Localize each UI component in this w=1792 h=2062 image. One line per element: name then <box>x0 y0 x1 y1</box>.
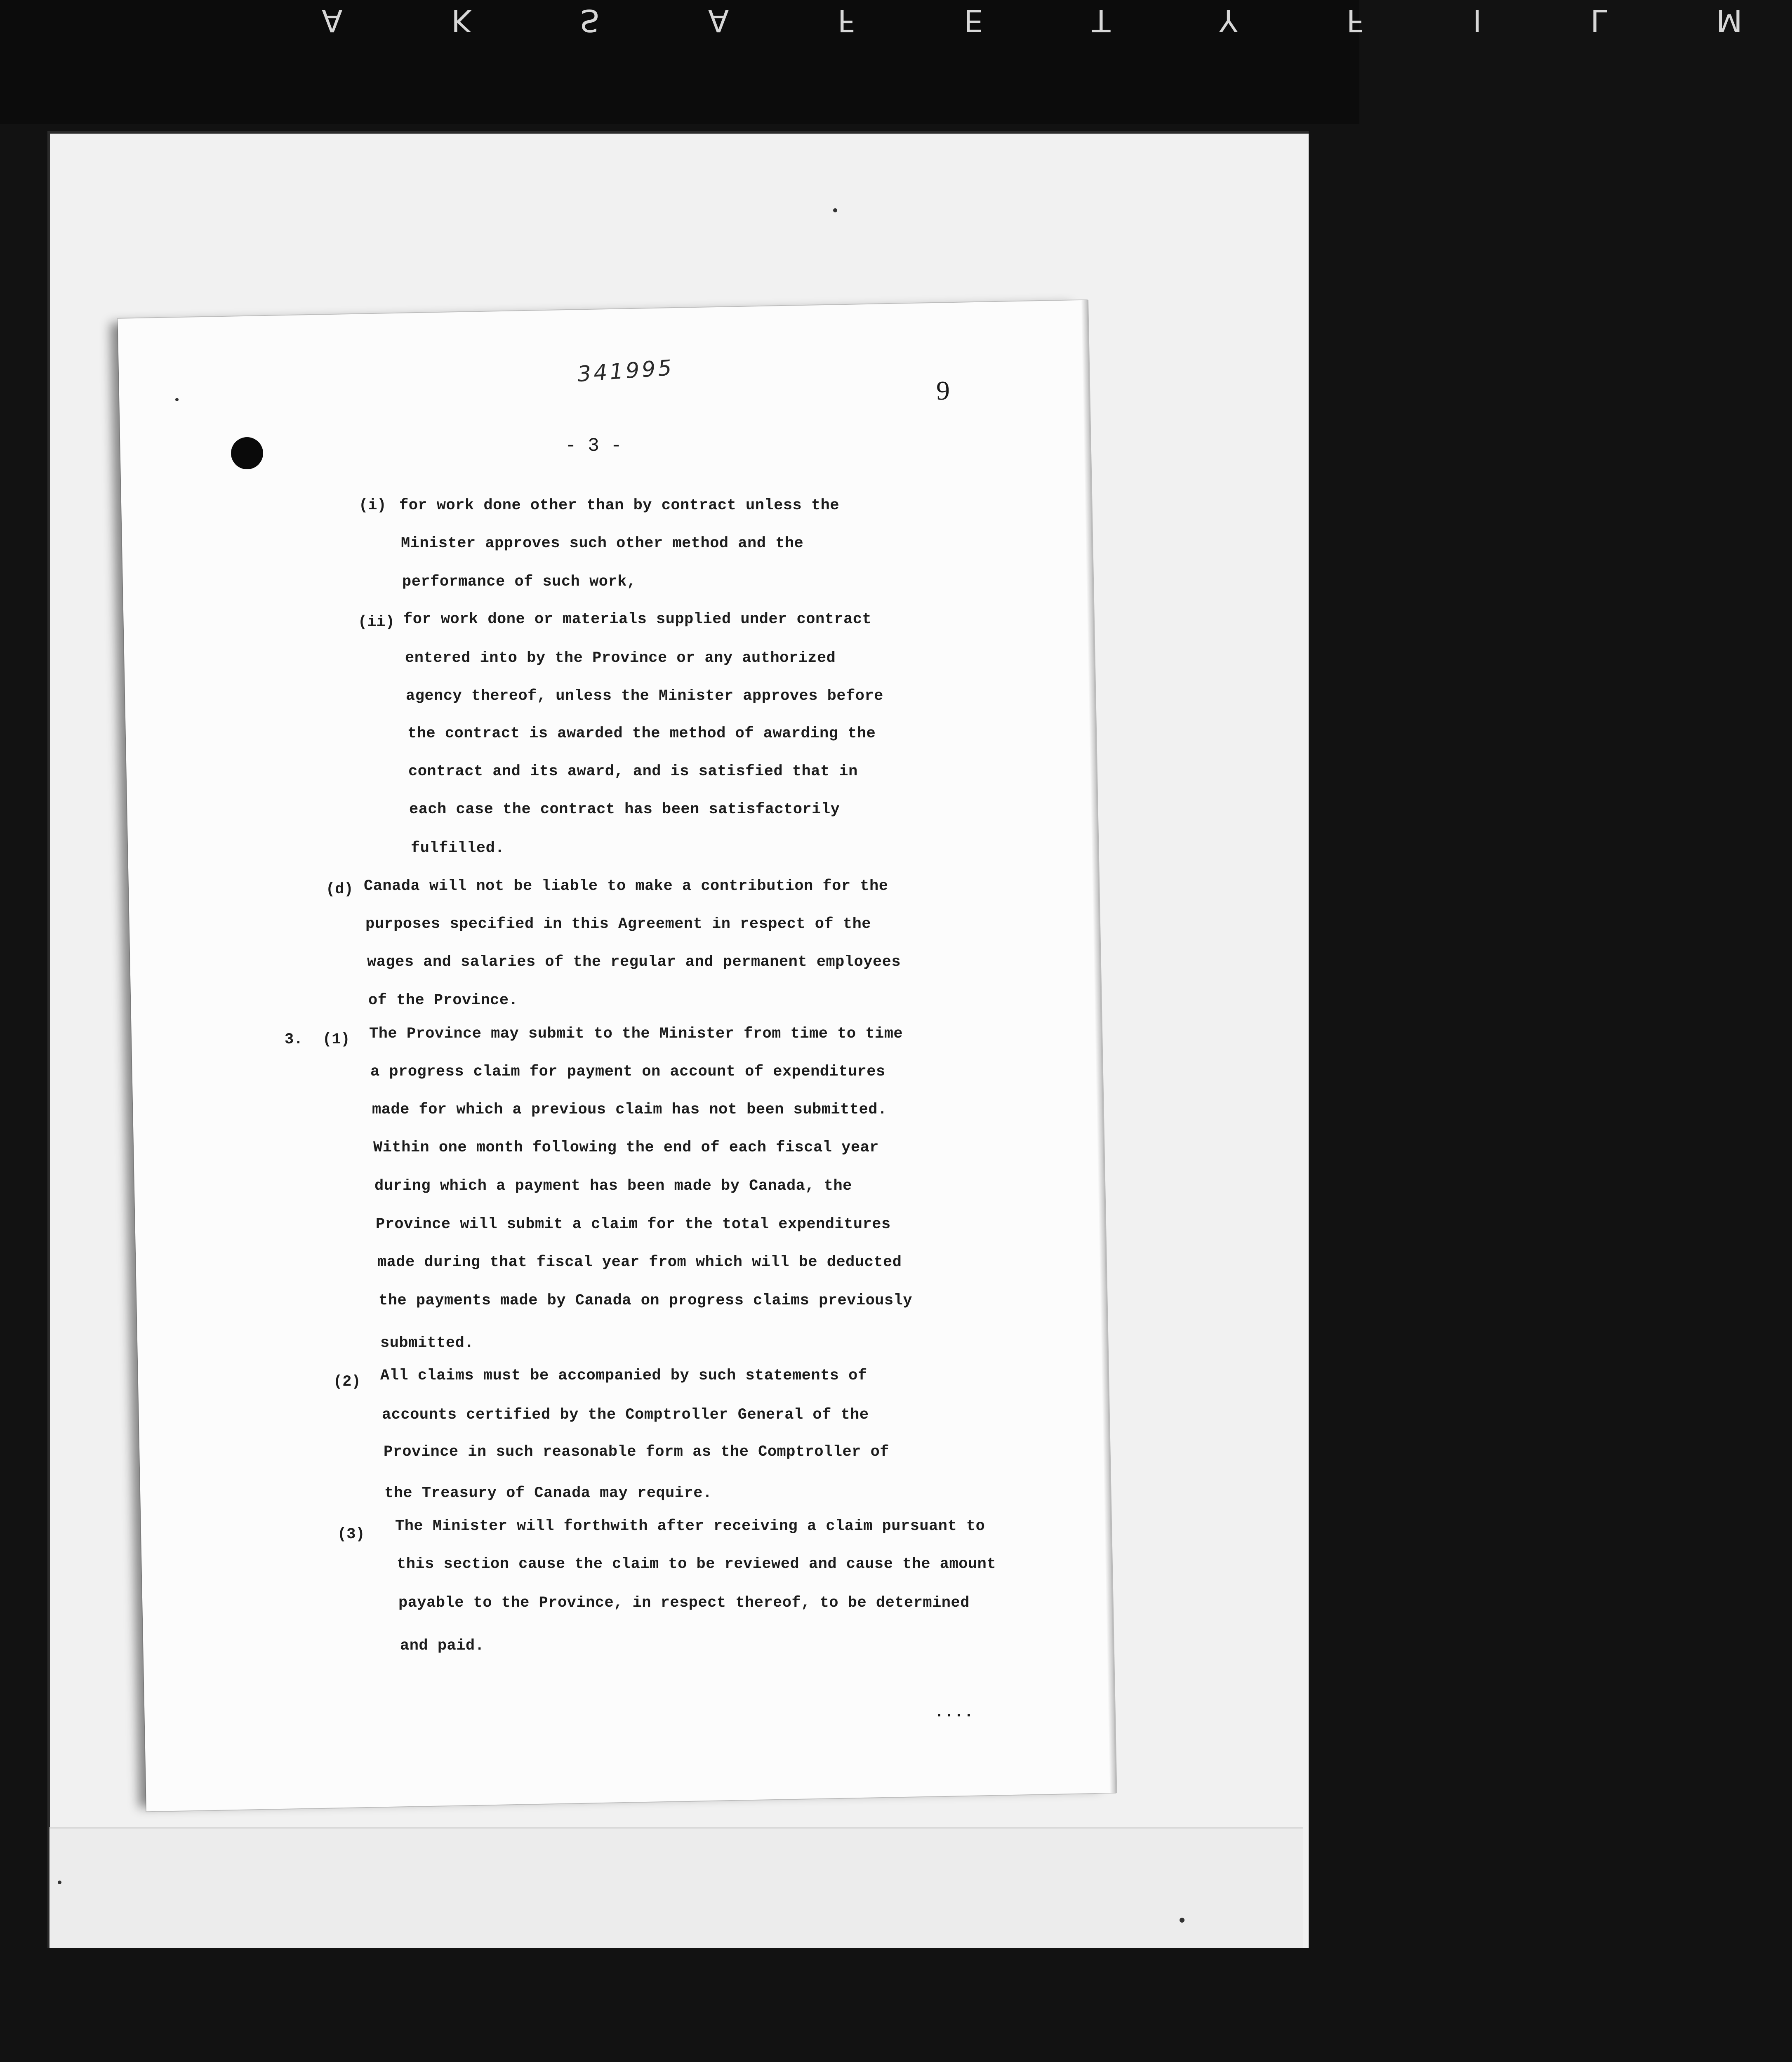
text-line: the payments made by Canada on progress claims previously <box>379 1292 913 1309</box>
text-line: entered into by the Province or any authorized <box>405 650 836 667</box>
text-line: agency thereof, unless the Minister approves before <box>406 687 883 705</box>
text-line: performance of such work, <box>402 573 636 591</box>
text-line: during which a payment has been made by Canada, the <box>374 1177 852 1195</box>
text-line: All claims must be accompanied by such statements of <box>380 1367 867 1384</box>
clause-marker: (i) <box>359 497 386 514</box>
text-line: fulfilled. <box>411 840 505 857</box>
text-line: a progress claim for payment on account of expenditures <box>370 1063 885 1080</box>
clause-marker: (1) <box>323 1031 350 1048</box>
text-line: wages and salaries of the regular and permanent employees <box>367 953 901 971</box>
text-line: submitted. <box>380 1335 474 1352</box>
text-line: Within one month following the end of each fiscal year <box>373 1139 879 1156</box>
text-line: Minister approves such other method and the <box>401 535 804 552</box>
text-line: this section cause the claim to be reviewed and cause the amount <box>397 1556 996 1573</box>
text-line: accounts certified by the Comptroller General of the <box>382 1406 869 1424</box>
text-line: The Minister will forthwith after receiving a claim pursuant to <box>395 1518 985 1535</box>
text-line: each case the contract has been satisfactorily <box>409 801 840 818</box>
text-line: Canada will not be liable to make a contribution for the <box>364 878 888 895</box>
page-number: - 3 - <box>565 435 622 457</box>
folio-number: 9 <box>936 376 950 406</box>
text-line: for work done or materials supplied under contract <box>403 611 872 628</box>
text-line: Province in such reasonable form as the Comptroller of <box>384 1443 889 1461</box>
text-line: purposes specified in this Agreement in respect of the <box>365 916 871 933</box>
clause-marker: (d) <box>326 881 353 898</box>
text-line: made during that fiscal year from which will be deducted <box>377 1254 902 1271</box>
film-edge-text: A K S A F E T Y F I L M <box>322 2 1792 38</box>
archive-stamp-number: 341995 <box>577 355 675 387</box>
clause-marker: (3) <box>337 1526 365 1543</box>
clause-marker: (2) <box>333 1373 361 1391</box>
section-number: 3. <box>285 1031 303 1048</box>
text-line: of the Province. <box>368 992 518 1009</box>
text-line: the contract is awarded the method of awarding the <box>407 725 876 742</box>
text-line: and paid. <box>400 1637 485 1655</box>
text-line: contract and its award, and is satisfied that in <box>408 763 858 780</box>
text-line: Province will submit a claim for the total expenditures <box>376 1216 891 1233</box>
text-line: made for which a previous claim has not been submitted. <box>372 1101 887 1118</box>
text-line: the Treasury of Canada may require. <box>384 1485 712 1502</box>
text-line: payable to the Province, in respect thereof, to be determined <box>398 1594 970 1612</box>
clause-marker: (ii) <box>358 614 395 631</box>
text-line: The Province may submit to the Minister from time to time <box>369 1025 903 1043</box>
text-line: for work done other than by contract unless the <box>399 497 840 514</box>
continuation-dots: .... <box>934 1703 974 1722</box>
